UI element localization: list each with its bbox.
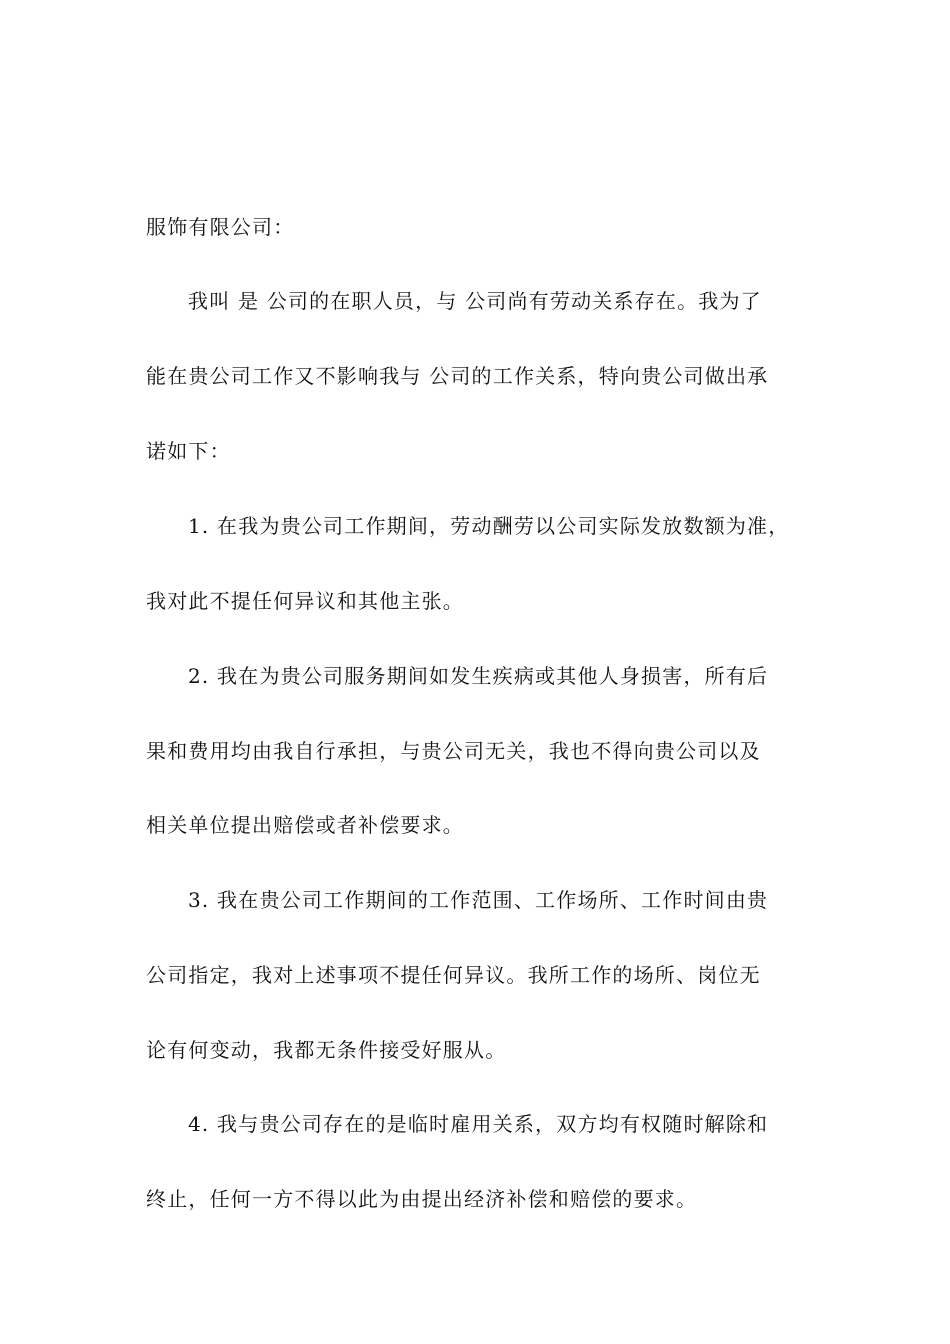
item-3-line-1: 3. 我在贵公司工作期间的工作范围、工作场所、工作时间由贵 (188, 888, 769, 912)
item-2-line-3: 相关单位提出赔偿或者补偿要求。 (146, 813, 464, 837)
intro-line-2: 能在贵公司工作又不影响我与 公司的工作关系，特向贵公司做出承 (146, 364, 769, 388)
intro-line-3: 诺如下： (146, 439, 231, 463)
item-1-line-2: 我对此不提任何异议和其他主张。 (146, 589, 464, 613)
item-2-line-2: 果和费用均由我自行承担，与贵公司无关，我也不得向贵公司以及 (146, 739, 761, 763)
intro-line-1: 我叫 是 公司的在职人员，与 公司尚有劳动关系存在。我为了 (188, 289, 762, 313)
item-2-line-1: 2. 我在为贵公司服务期间如发生疾病或其他人身损害，所有后 (188, 664, 769, 688)
item-1-line-1: 1. 在我为贵公司工作期间，劳动酬劳以公司实际发放数额为准， (188, 514, 790, 538)
item-4-line-1: 4. 我与贵公司存在的是临时雇用关系，双方均有权随时解除和 (188, 1112, 769, 1136)
item-3-line-3: 论有何变动，我都无条件接受好服从。 (146, 1038, 507, 1062)
item-3-line-2: 公司指定，我对上述事项不提任何异议。我所工作的场所、岗位无 (146, 963, 761, 987)
salutation: 服饰有限公司： (146, 215, 295, 239)
item-4-line-2: 终止，任何一方不得以此为由提出经济补偿和赔偿的要求。 (146, 1187, 698, 1211)
